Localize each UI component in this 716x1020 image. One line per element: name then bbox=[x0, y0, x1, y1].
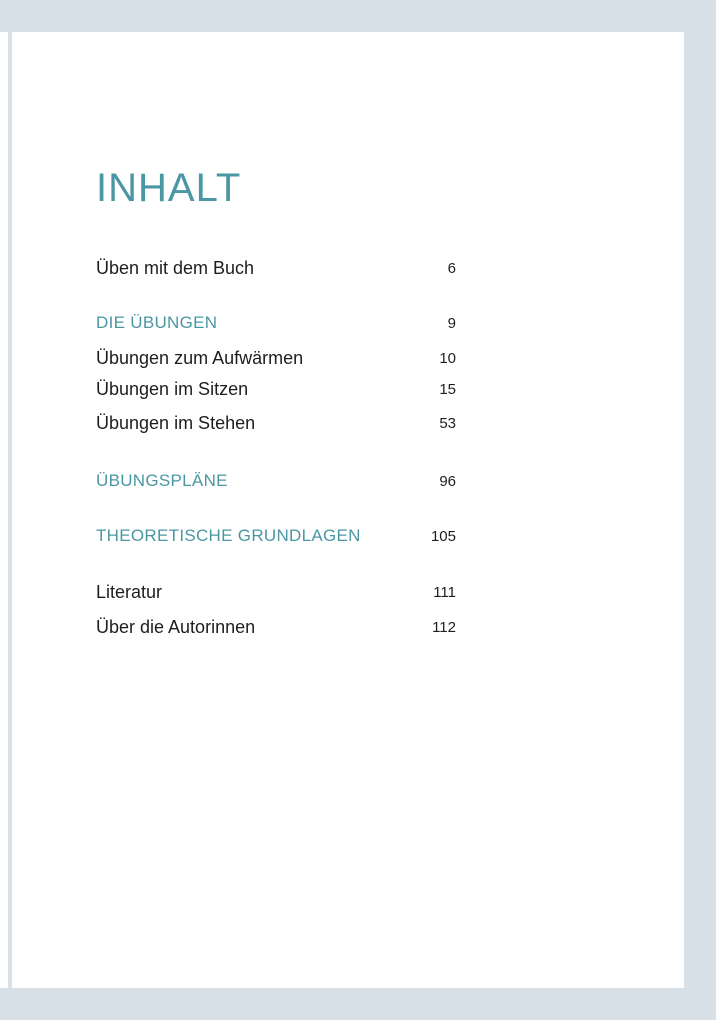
document-page bbox=[12, 32, 684, 988]
toc-entry-label: Über die Autorinnen bbox=[96, 617, 256, 637]
toc-entry-label: Literatur bbox=[96, 582, 163, 602]
toc-page-number: 15 bbox=[439, 381, 456, 398]
toc-section-die-uebungen[interactable] bbox=[96, 311, 456, 335]
toc-page-number: 105 bbox=[430, 528, 456, 545]
toc-section-uebungsplaene[interactable] bbox=[96, 469, 456, 493]
toc-entry-stehen[interactable] bbox=[96, 411, 456, 435]
toc-entry-sitzen[interactable] bbox=[96, 377, 456, 401]
toc-page-number: 111 bbox=[433, 584, 456, 601]
toc-entry-label: Übungen im Stehen bbox=[96, 413, 256, 433]
toc-section-label: THEORETISCHE GRUNDLAGEN bbox=[96, 526, 361, 545]
toc-section-label: ÜBUNGSPLÄNE bbox=[96, 471, 228, 490]
page-title: INHALT bbox=[96, 166, 242, 210]
toc-entry-autorinnen[interactable] bbox=[96, 615, 456, 639]
page-spine bbox=[0, 32, 8, 988]
toc-page-number: 9 bbox=[447, 315, 456, 332]
toc-entry-ueben-mit-dem-buch[interactable] bbox=[96, 256, 456, 280]
toc-page-number: 112 bbox=[432, 619, 456, 636]
toc-page-number: 10 bbox=[439, 350, 456, 367]
toc-entry-literatur[interactable] bbox=[96, 580, 456, 604]
toc-section-theoretische-grundlagen[interactable] bbox=[96, 524, 456, 548]
toc-entry-label: Übungen im Sitzen bbox=[96, 379, 249, 399]
toc-section-label: DIE ÜBUNGEN bbox=[96, 313, 218, 332]
toc-page-number: 96 bbox=[439, 473, 456, 490]
toc-entry-label: Übungen zum Aufwärmen bbox=[96, 348, 304, 368]
toc-entry-aufwaermen[interactable] bbox=[96, 346, 456, 370]
toc-page-number: 6 bbox=[447, 260, 456, 277]
toc-page-number: 53 bbox=[439, 415, 456, 432]
toc-entry-label: Üben mit dem Buch bbox=[96, 258, 255, 278]
